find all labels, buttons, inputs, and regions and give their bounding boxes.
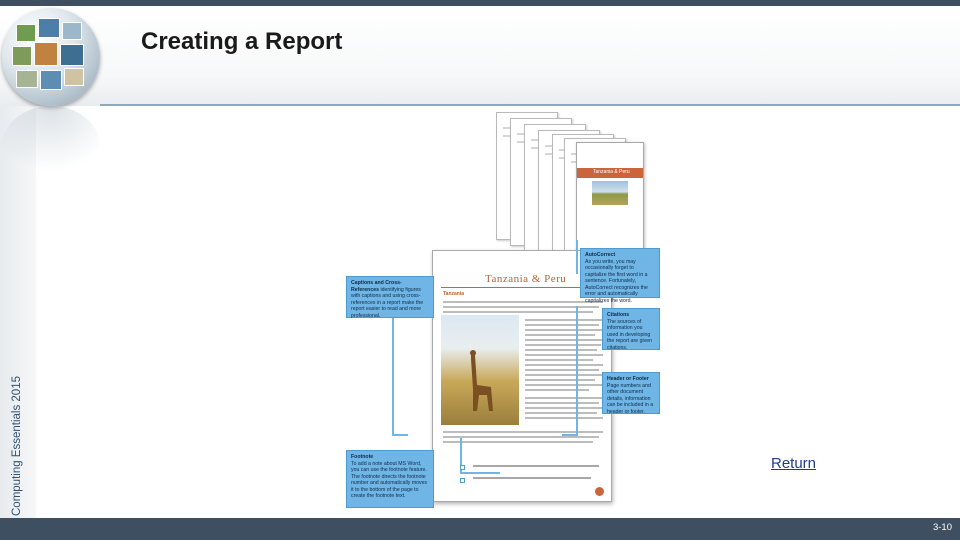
landscape-photo — [592, 181, 628, 205]
report-page-title: Tanzania & Peru — [485, 273, 567, 285]
callout-citations-body: The sources of information you used in developing the report are given citations. — [607, 318, 652, 351]
title-page-band — [577, 168, 643, 178]
report-page-rule — [441, 287, 603, 288]
slide-title: Creating a Report — [141, 28, 343, 55]
callout-header-footer-body: Page numbers and other document details, information can be included in a header or footer. — [607, 382, 654, 415]
callout-captions — [346, 276, 434, 318]
return-link[interactable]: Return — [771, 455, 817, 472]
callout-captions-heading: Captions and Cross-References — [351, 280, 402, 293]
slide-page-number: 3-10 — [932, 522, 952, 533]
header-divider — [100, 104, 960, 106]
giraffe-photo — [441, 315, 519, 425]
bottom-bar — [0, 518, 960, 540]
callout-captions-body: identifying figures with captions and using cross-references in a report make the report easier to read and more professional. — [351, 286, 424, 319]
giraffe-icon — [441, 315, 519, 425]
photo-globe-logo — [2, 8, 100, 106]
report-section-heading: Tanzania — [443, 291, 465, 297]
callout-header-footer-heading: Header or Footer — [607, 376, 649, 382]
report-figure — [340, 110, 670, 510]
title-page-text: Tanzania & Peru — [593, 169, 630, 175]
callout-footnote-body: To add a note about MS Word, you can use the footnote feature. The footnote directs the footnote number and automatically moves it to the bottom of the page to create the footnote text. — [351, 460, 428, 499]
page-number-badge — [595, 487, 604, 496]
vertical-book-caption: Computing Essentials 2015 — [11, 376, 23, 516]
callout-header-footer — [602, 372, 660, 414]
header-band — [0, 6, 960, 106]
callout-footnote-heading: Footnote — [351, 454, 374, 460]
callout-autocorrect-body: As you write, you may occasionally forget to capitalize the first word in a sentence. Fortunately, AutoCorrect recognizes the error and automatically capitalizes the word. — [585, 258, 648, 304]
callout-autocorrect — [580, 248, 660, 304]
callout-autocorrect-heading: AutoCorrect — [585, 252, 616, 258]
callout-citations — [602, 308, 660, 350]
callout-citations-heading: Citations — [607, 312, 630, 318]
callout-footnote — [346, 450, 434, 508]
